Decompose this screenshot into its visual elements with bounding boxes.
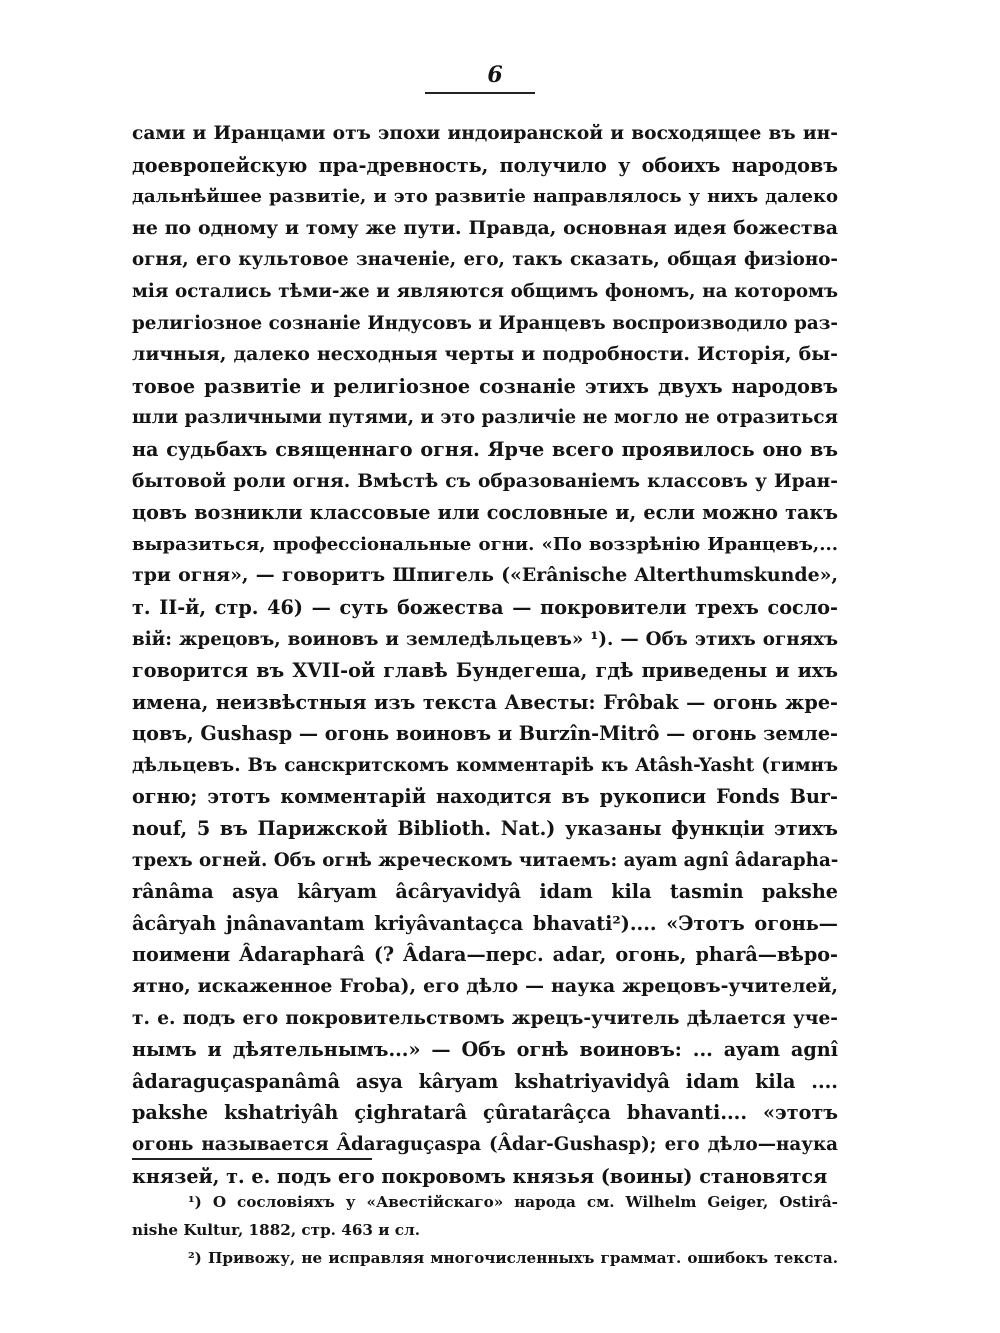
text-line: âdaraguçaspanâmâ asya kâryam kshatriyavidyâ idam kila .... bbox=[132, 1069, 838, 1093]
text-line: бытовой роли огня. Вмѣстѣ съ образованіемъ классовъ у Иран- bbox=[132, 470, 838, 492]
footnote-2: ²) Привожу, не исправляя многочисленныхъ граммат. ошибокъ текста. bbox=[188, 1249, 838, 1267]
text-line: шли различными путями, и это различіе не могло не отразиться bbox=[132, 407, 838, 429]
text-line: огня, его культовое значеніе, его, такъ сказать, общая физіоно- bbox=[132, 249, 838, 271]
footnote-rule bbox=[132, 1158, 372, 1160]
text-line: доевропейскую пра-древность, получило у обоихъ народовъ bbox=[132, 153, 838, 177]
footnotes bbox=[132, 1188, 838, 1272]
footnote-1-continued: nishe Kultur, 1882, стр. 463 и сл. bbox=[132, 1221, 421, 1239]
text-line: цовъ, Gushasp — огонь воиновъ и Burzîn-Mitrô — огонь земле- bbox=[132, 722, 838, 746]
text-line: религіозное сознаніе Индусовъ и Иранцевъ воспроизводило раз- bbox=[132, 312, 838, 334]
body-text bbox=[132, 118, 838, 1192]
text-line: огонь называется Âdaraguçaspa (Âdar-Gushasp); его дѣло—наука bbox=[132, 1134, 838, 1155]
text-line: имена, неизвѣстныя изъ текста Авесты: Frôbak — огонь жре- bbox=[132, 690, 838, 714]
text-line: âcâryah jnânavantam kriyâvantaçca bhavati²).... «Этотъ огонь— bbox=[132, 911, 838, 935]
text-line: нымъ и дѣятельнымъ...» — Объ огнѣ воиновъ: ... ayam agnî bbox=[132, 1038, 838, 1062]
text-line: pakshe kshatriyâh çighratarâ çûratarâçca bhavanti.... «этотъ bbox=[132, 1101, 838, 1125]
text-line: т. II-й, стр. 46) — суть божества — покровители трехъ сосло- bbox=[132, 595, 838, 619]
text-line: три огня», — говоритъ Шпигель («Erânische Alterthumskunde», bbox=[132, 564, 838, 587]
text-line: говорится въ XVII-ой главѣ Бундегеша, гдѣ приведены и ихъ bbox=[132, 659, 838, 683]
text-line: nouf, 5 въ Парижской Biblioth. Nat.) указаны функціи этихъ bbox=[132, 817, 838, 841]
text-line: выразиться, профессіональные огни. «По воззрѣнію Иранцевъ,... bbox=[132, 533, 838, 555]
text-line: rânâma asya kâryam âcâryavidyâ idam kila tasmin pakshe bbox=[132, 880, 838, 904]
footnote-1: ¹) О сословіяхъ у «Авестійскаго» народа см. Wilhelm Geiger, Ostirâ- bbox=[188, 1193, 838, 1211]
text-line: поимени Âdarapharâ (? Âdara—перс. adar, огонь, pharâ—вѣро- bbox=[132, 943, 838, 967]
text-line: сами и Иранцами отъ эпохи индоиранской и восходящее въ ин- bbox=[132, 123, 838, 144]
text-line: трехъ огней. Объ огнѣ жреческомъ читаемъ: ayam agnî âdarapha- bbox=[132, 849, 838, 871]
text-line: на судьбахъ священнаго огня. Ярче всего проявилось оно въ bbox=[132, 437, 838, 461]
text-line: вій: жрецовъ, воиновъ и земледѣльцевъ» ¹). — Объ этихъ огняхъ bbox=[132, 628, 838, 650]
text-line: огню; этотъ комментарій находится въ рукописи Fonds Bur- bbox=[132, 785, 838, 809]
page-number: 6 bbox=[487, 62, 503, 88]
header-rule bbox=[425, 92, 535, 94]
text-line: цовъ возникли классовые или сословные и, если можно такъ bbox=[132, 501, 838, 525]
text-line: не по одному и тому же пути. Правда, основная идея божества bbox=[132, 216, 838, 239]
text-line: мія остались тѣми-же и являются общимъ фономъ, на которомъ bbox=[132, 280, 838, 302]
text-line: князей, т. е. подъ его покровомъ князья (воины) становятся bbox=[132, 1164, 828, 1188]
text-line: т. е. подъ его покровительствомъ жрецъ-учитель дѣлается уче- bbox=[132, 1007, 838, 1029]
text-line: дальнѣйшее развитіе, и это развитіе направлялось у нихъ далеко bbox=[132, 186, 838, 208]
text-line: ятно, искаженное Froba), его дѣло — наука жрецовъ-учителей, bbox=[132, 975, 838, 998]
text-line: товое развитіе и религіозное сознаніе этихъ двухъ народовъ bbox=[132, 374, 838, 398]
text-line: личныя, далеко несходныя черты и подробности. Исторія, бы- bbox=[132, 343, 838, 366]
text-line: дѣльцевъ. Въ санскритскомъ комментаріѣ къ Atâsh-Yasht (гимнъ bbox=[132, 754, 838, 776]
